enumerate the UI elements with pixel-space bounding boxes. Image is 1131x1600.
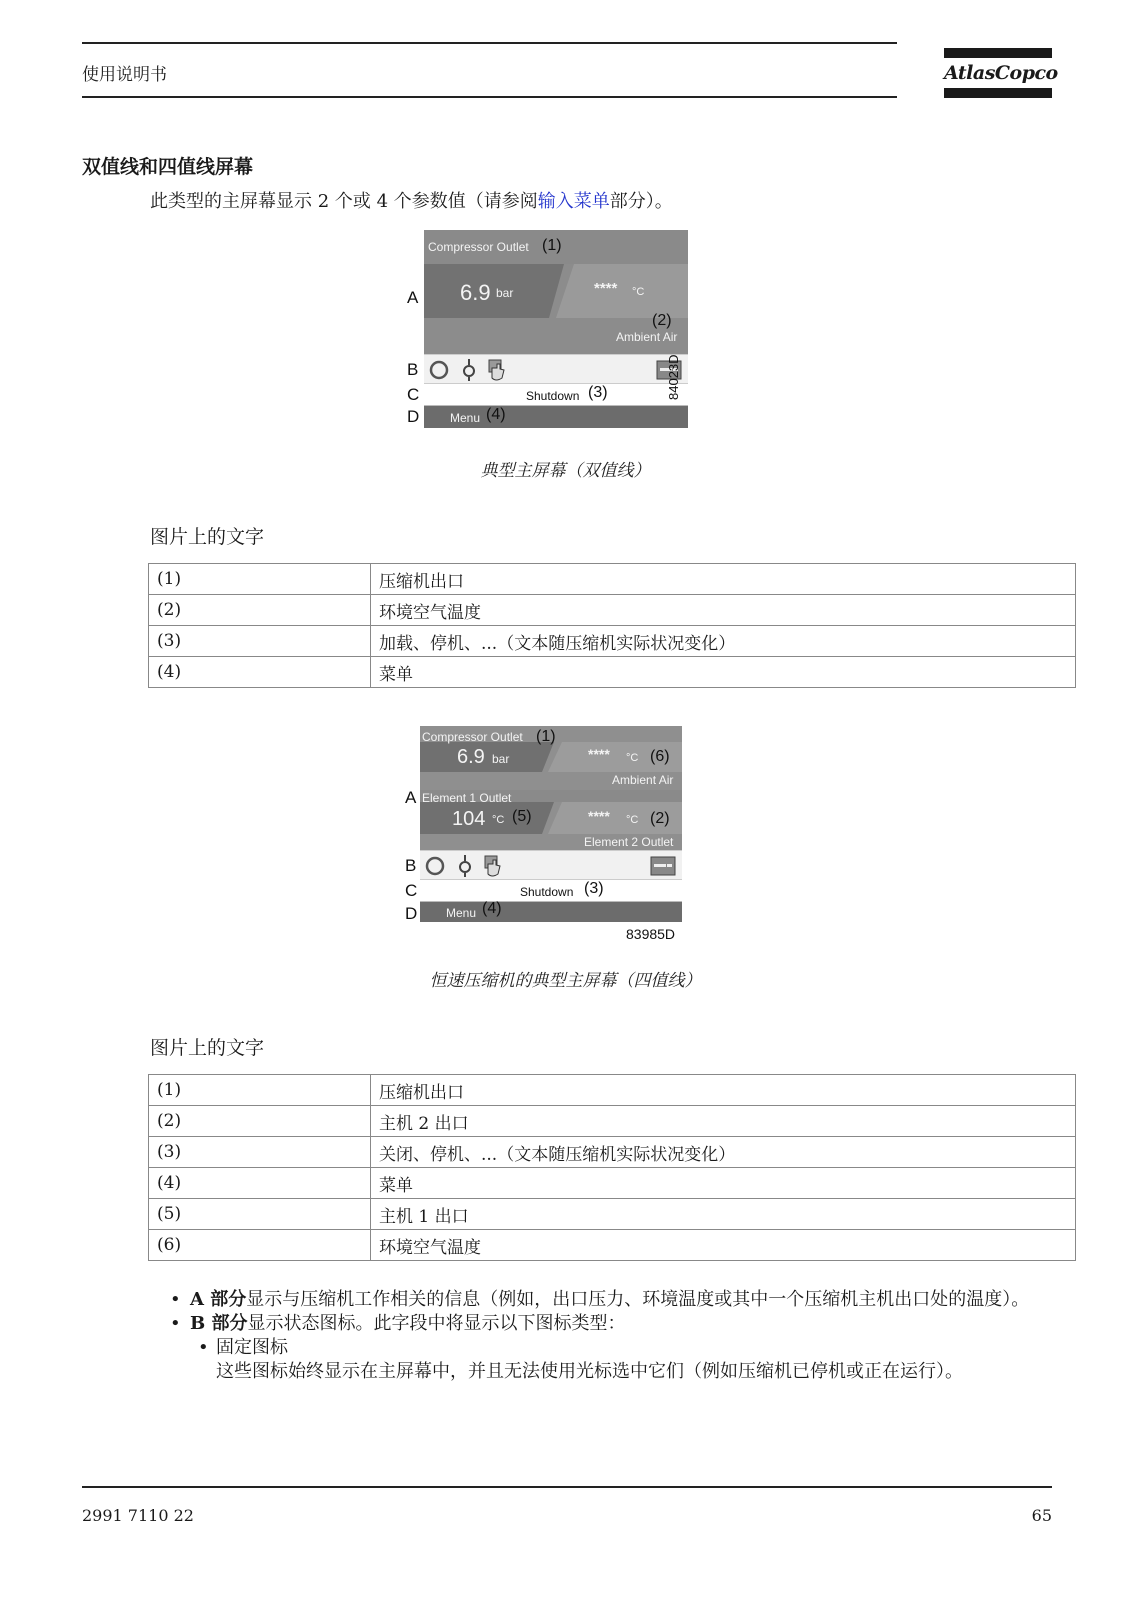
stopped-circle-icon (424, 855, 446, 877)
doc-number: 2991 7110 22 (82, 1506, 194, 1525)
sub-list-item: • 固定图标 这些图标始终显示在主屏幕中，并且无法使用光标选中它们（例如压缩机已停机或正在运行）。 (150, 1336, 1050, 1384)
table-row (149, 564, 1076, 595)
menu-bar (424, 406, 688, 428)
table-cell-key: (1) (149, 564, 371, 595)
compressor-outlet-label: Compressor Outlet (422, 730, 523, 744)
table-cell-text: 压缩机出口 (371, 1075, 1076, 1106)
bullet-a-bold: A 部分 (190, 1289, 247, 1310)
menu-label: Menu (450, 411, 481, 425)
element1-outlet-label: Element 1 Outlet (422, 791, 512, 805)
table-cell-key: (4) (149, 657, 371, 688)
section-label-b: B (407, 360, 419, 379)
unit-celsius: °C (632, 286, 645, 298)
section-label-a: A (407, 288, 419, 307)
bullet-b-bold: B 部分 (190, 1313, 248, 1334)
callout-2: (2) (652, 312, 672, 329)
table-cell-text: 环境空气温度 (371, 1230, 1076, 1261)
stopped-circle-icon (428, 359, 450, 381)
legend2-heading: 图片上的文字 (150, 1037, 265, 1059)
page-number: 65 (1031, 1506, 1052, 1525)
ambient-air-label: Ambient Air (616, 330, 678, 344)
callout-3: (3) (584, 880, 604, 897)
sub-item-text: 这些图标始终显示在主屏幕中，并且无法使用光标选中它们（例如压缩机已停机或正在运行）。 (216, 1361, 963, 1382)
table-row (149, 1075, 1076, 1106)
section-title: 双值线和四值线屏幕 (82, 156, 254, 178)
table-row (149, 1137, 1076, 1168)
table-cell-text: 主机 2 出口 (371, 1106, 1076, 1137)
temperature-value: **** (594, 280, 618, 297)
callout-6: (6) (650, 748, 670, 765)
motor-icon (460, 358, 478, 382)
bullet-b-text: 显示状态图标。此字段中将显示以下图标类型： (247, 1313, 626, 1334)
header-top-rule (82, 42, 897, 44)
footer-rule (82, 1486, 1052, 1488)
figure1-caption: 典型主屏幕（双值线） (480, 461, 651, 481)
section-label-b: B (405, 856, 417, 875)
motor-icon (456, 854, 474, 878)
table-row (149, 657, 1076, 688)
card-icon (650, 856, 676, 876)
table-cell-key: (3) (149, 1137, 371, 1168)
element2-unit: °C (626, 814, 639, 826)
unit-celsius: °C (626, 752, 639, 764)
logo-text: AtlasCopco (944, 62, 1058, 84)
table-cell-text: 主机 1 出口 (371, 1199, 1076, 1230)
section-label-d: D (405, 904, 418, 923)
section-label-c: C (407, 385, 420, 404)
table-cell-key: (6) (149, 1230, 371, 1261)
table-cell-key: (5) (149, 1199, 371, 1230)
table-cell-text: 关闭、停机、...（文本随压缩机实际状况变化） (371, 1137, 1076, 1168)
table-cell-text: 菜单 (371, 1168, 1076, 1199)
figure-code: 84023D (666, 354, 681, 400)
unit-bar: bar (492, 752, 510, 766)
status-icon-row (424, 354, 688, 384)
table-cell-text: 压缩机出口 (371, 564, 1076, 595)
legend2-table (148, 1074, 1076, 1261)
element2-temperature-value: **** (588, 808, 610, 824)
ambient-air-label: Ambient Air (612, 773, 674, 787)
table-row (149, 1199, 1076, 1230)
table-row (149, 626, 1076, 657)
figure-four-value-screen (402, 726, 702, 946)
unit-bar: bar (496, 286, 514, 300)
table-row (149, 595, 1076, 626)
element2-outlet-label: Element 2 Outlet (584, 835, 674, 849)
callout-4: (4) (486, 406, 506, 423)
pressure-value: 6.9 (460, 280, 491, 305)
menu-label: Menu (446, 906, 477, 920)
section-label-d: D (407, 407, 420, 426)
legend1-heading: 图片上的文字 (150, 526, 265, 548)
callout-2: (2) (650, 810, 670, 827)
callout-1: (1) (542, 237, 562, 254)
table-row (149, 1168, 1076, 1199)
bullet-list (170, 1288, 1050, 1384)
table-cell-text: 加载、停机、...（文本随压缩机实际状况变化） (371, 626, 1076, 657)
bullet-a-text: 显示与压缩机工作相关的信息（例如，出口压力、环境温度或其中一个压缩机主机出口处的温度）。 (246, 1289, 1030, 1310)
ambient-temperature-value: **** (588, 746, 610, 762)
figure-two-value-screen (404, 230, 724, 435)
input-menu-link[interactable]: 输入菜单 (537, 191, 610, 212)
pressure-value: 6.9 (457, 746, 485, 768)
intro-text-before: 此类型的主屏幕显示 2 个或 4 个参数值（请参阅 (150, 191, 538, 212)
atlas-copco-logo (944, 48, 1058, 100)
callout-4: (4) (482, 900, 502, 917)
status-icon-row (420, 850, 682, 880)
element1-value: 104 (452, 808, 486, 830)
status-row (424, 384, 688, 406)
list-item (170, 1312, 1050, 1336)
header-bottom-rule (82, 96, 897, 98)
compressor-outlet-label: Compressor Outlet (428, 240, 529, 254)
callout-1: (1) (536, 728, 556, 745)
table-cell-key: (2) (149, 1106, 371, 1137)
sub-item-title: 固定图标 (216, 1337, 288, 1358)
list-item (170, 1288, 1050, 1312)
table-cell-text: 环境空气温度 (371, 595, 1076, 626)
table-cell-key: (2) (149, 595, 371, 626)
section-label-a: A (405, 788, 417, 807)
table-cell-key: (1) (149, 1075, 371, 1106)
status-shutdown: Shutdown (520, 885, 574, 899)
section-label-c: C (405, 881, 418, 900)
status-row (420, 880, 682, 902)
menu-bar (420, 902, 682, 922)
hand-manual-icon (486, 358, 508, 382)
table-row (149, 1230, 1076, 1261)
callout-3: (3) (588, 384, 608, 401)
table-cell-key: (3) (149, 626, 371, 657)
callout-5: (5) (512, 808, 532, 825)
legend1-table (148, 563, 1076, 688)
figure2-caption: 恒速压缩机的典型主屏幕（四值线） (429, 971, 702, 991)
intro-text-after: 部分）。 (609, 191, 673, 212)
table-cell-text: 菜单 (371, 657, 1076, 688)
intro-paragraph (150, 187, 673, 213)
hand-manual-icon (482, 854, 504, 878)
header-title: 使用说明书 (82, 65, 167, 85)
table-row (149, 1106, 1076, 1137)
figure-code: 83985D (626, 926, 676, 942)
element1-unit: °C (492, 814, 505, 826)
table-cell-key: (4) (149, 1168, 371, 1199)
status-shutdown: Shutdown (526, 389, 580, 403)
